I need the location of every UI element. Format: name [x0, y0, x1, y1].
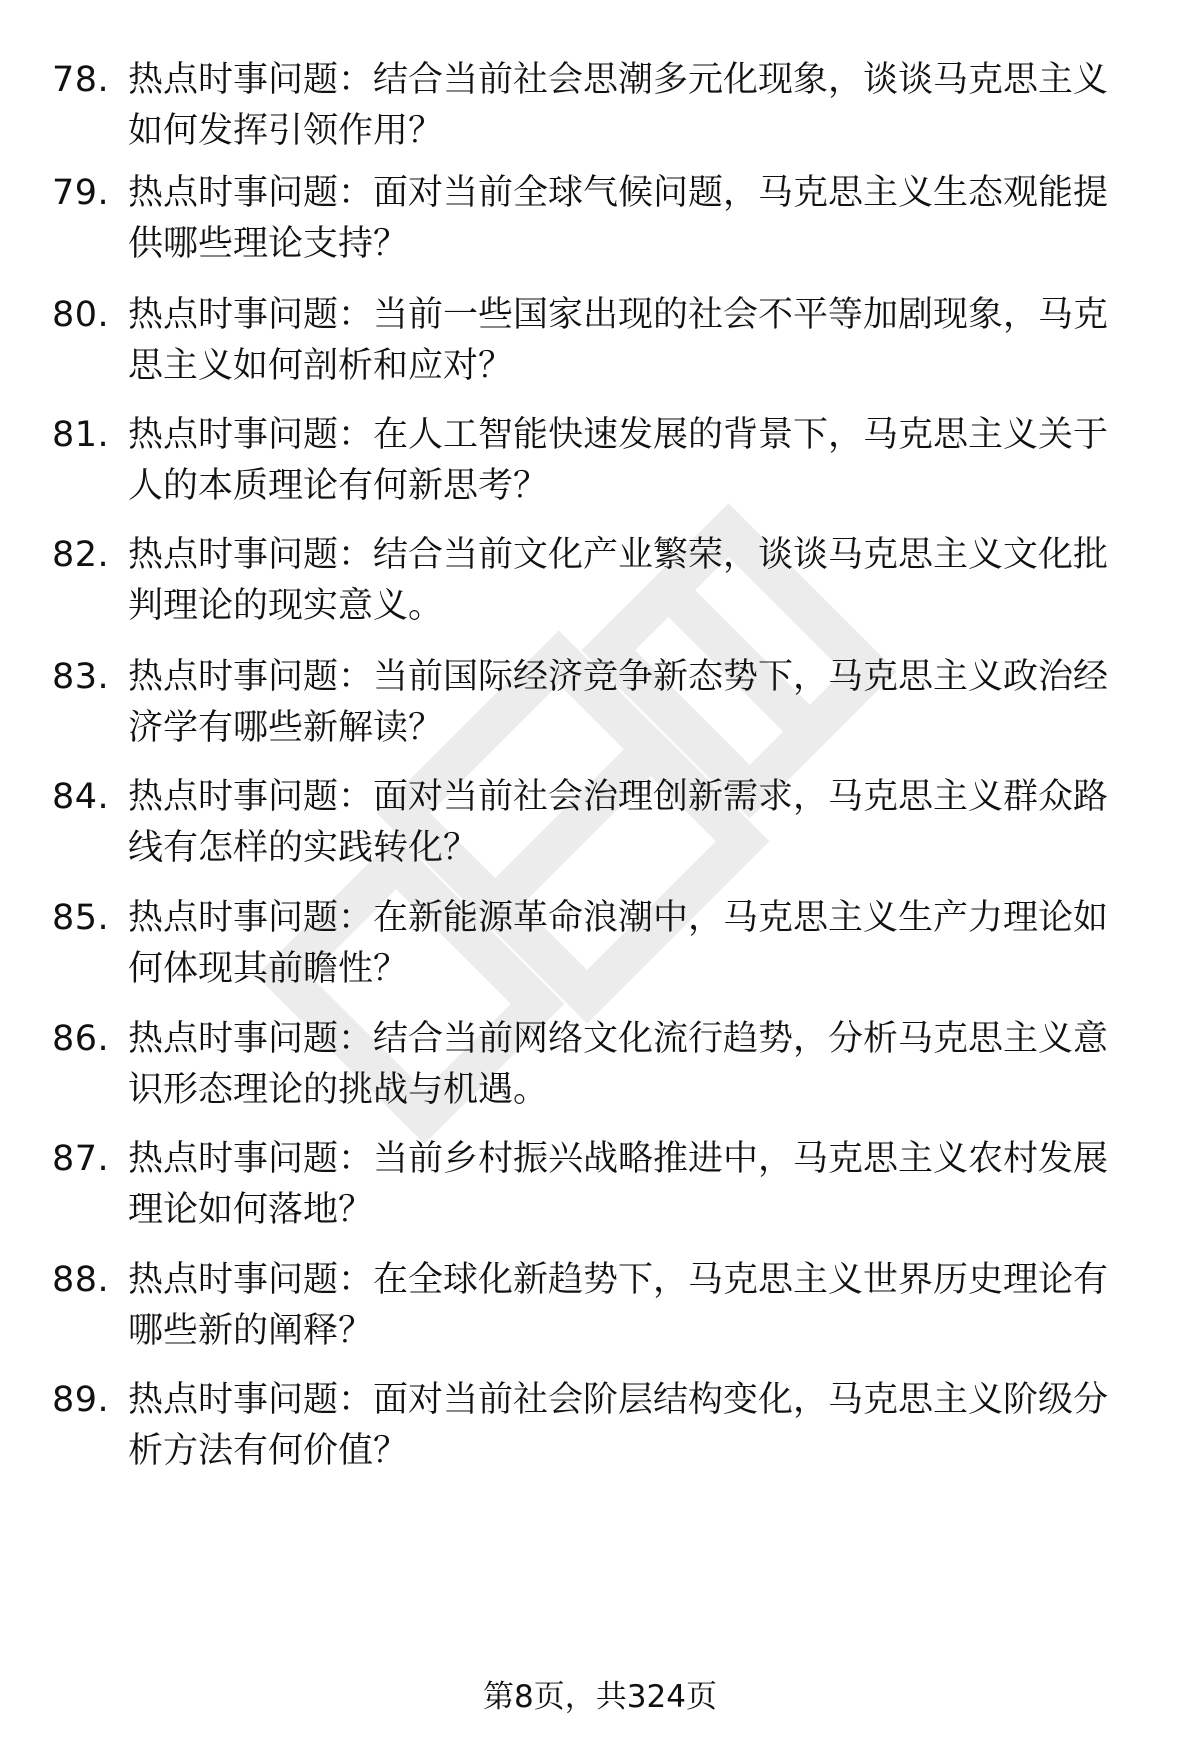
question-item: [0, 893, 1200, 1013]
question-text-line: 济学有哪些新解读？: [128, 708, 444, 748]
question-item: [0, 1255, 1200, 1375]
question-text-line: 哪些新的阐释？: [128, 1311, 374, 1351]
question-text-line: 热点时事问题：在全球化新趋势下，马克思主义世界历史理论有: [128, 1260, 1109, 1300]
question-item: [0, 410, 1200, 530]
question-item: [0, 1014, 1200, 1134]
question-text-line: 理论如何落地？: [128, 1190, 374, 1230]
question-number: 89.: [52, 1380, 110, 1420]
question-number: 82.: [52, 535, 110, 575]
question-text-line: 热点时事问题：面对当前社会治理创新需求，马克思主义群众路: [128, 777, 1109, 817]
question-item: [0, 772, 1200, 892]
question-text-line: 思主义如何剖析和应对？: [128, 346, 514, 386]
question-number: 78.: [52, 60, 110, 100]
question-number: 80.: [52, 295, 110, 335]
question-text-line: 热点时事问题：面对当前全球气候问题，马克思主义生态观能提: [128, 173, 1109, 213]
question-text-line: 供哪些理论支持？: [128, 224, 409, 264]
question-number: 85.: [52, 898, 110, 938]
question-item: [0, 290, 1200, 410]
question-text-line: 热点时事问题：当前乡村振兴战略推进中，马克思主义农村发展: [128, 1139, 1109, 1179]
question-text-line: 热点时事问题：结合当前社会思潮多元化现象，谈谈马克思主义: [128, 60, 1109, 100]
question-text-line: 人的本质理论有何新思考？: [128, 466, 549, 506]
question-number: 81.: [52, 415, 110, 455]
question-item: [0, 1375, 1200, 1495]
question-number: 79.: [52, 173, 110, 213]
page-indicator: 第8页，共324页: [483, 1679, 717, 1715]
question-number: 84.: [52, 777, 110, 817]
question-item: [0, 530, 1200, 650]
question-number: 86.: [52, 1019, 110, 1059]
question-text-line: 热点时事问题：结合当前网络文化流行趋势，分析马克思主义意: [128, 1019, 1109, 1059]
question-text-line: 热点时事问题：当前一些国家出现的社会不平等加剧现象，马克: [128, 295, 1109, 335]
question-text-line: 识形态理论的挑战与机遇。: [128, 1070, 549, 1110]
question-text-line: 如何发挥引领作用？: [128, 111, 444, 151]
question-text-line: 热点时事问题：在人工智能快速发展的背景下，马克思主义关于: [128, 415, 1109, 455]
question-number: 87.: [52, 1139, 110, 1179]
question-item: [0, 1134, 1200, 1254]
question-item: [0, 652, 1200, 772]
question-text-line: 何体现其前瞻性？: [128, 949, 409, 989]
question-text-line: 判理论的现实意义。: [128, 586, 444, 626]
question-item: [0, 168, 1200, 288]
question-text-line: 热点时事问题：面对当前社会阶层结构变化，马克思主义阶级分: [128, 1380, 1109, 1420]
question-text-line: 线有怎样的实践转化？: [128, 828, 479, 868]
question-number: 88.: [52, 1260, 110, 1300]
question-item: [0, 55, 1200, 175]
question-text-line: 热点时事问题：结合当前文化产业繁荣，谈谈马克思主义文化批: [128, 535, 1109, 575]
question-text-line: 热点时事问题：当前国际经济竞争新态势下，马克思主义政治经: [128, 657, 1109, 697]
question-number: 83.: [52, 657, 110, 697]
question-text-line: 热点时事问题：在新能源革命浪潮中，马克思主义生产力理论如: [128, 898, 1109, 938]
question-text-line: 析方法有何价值？: [128, 1431, 409, 1471]
